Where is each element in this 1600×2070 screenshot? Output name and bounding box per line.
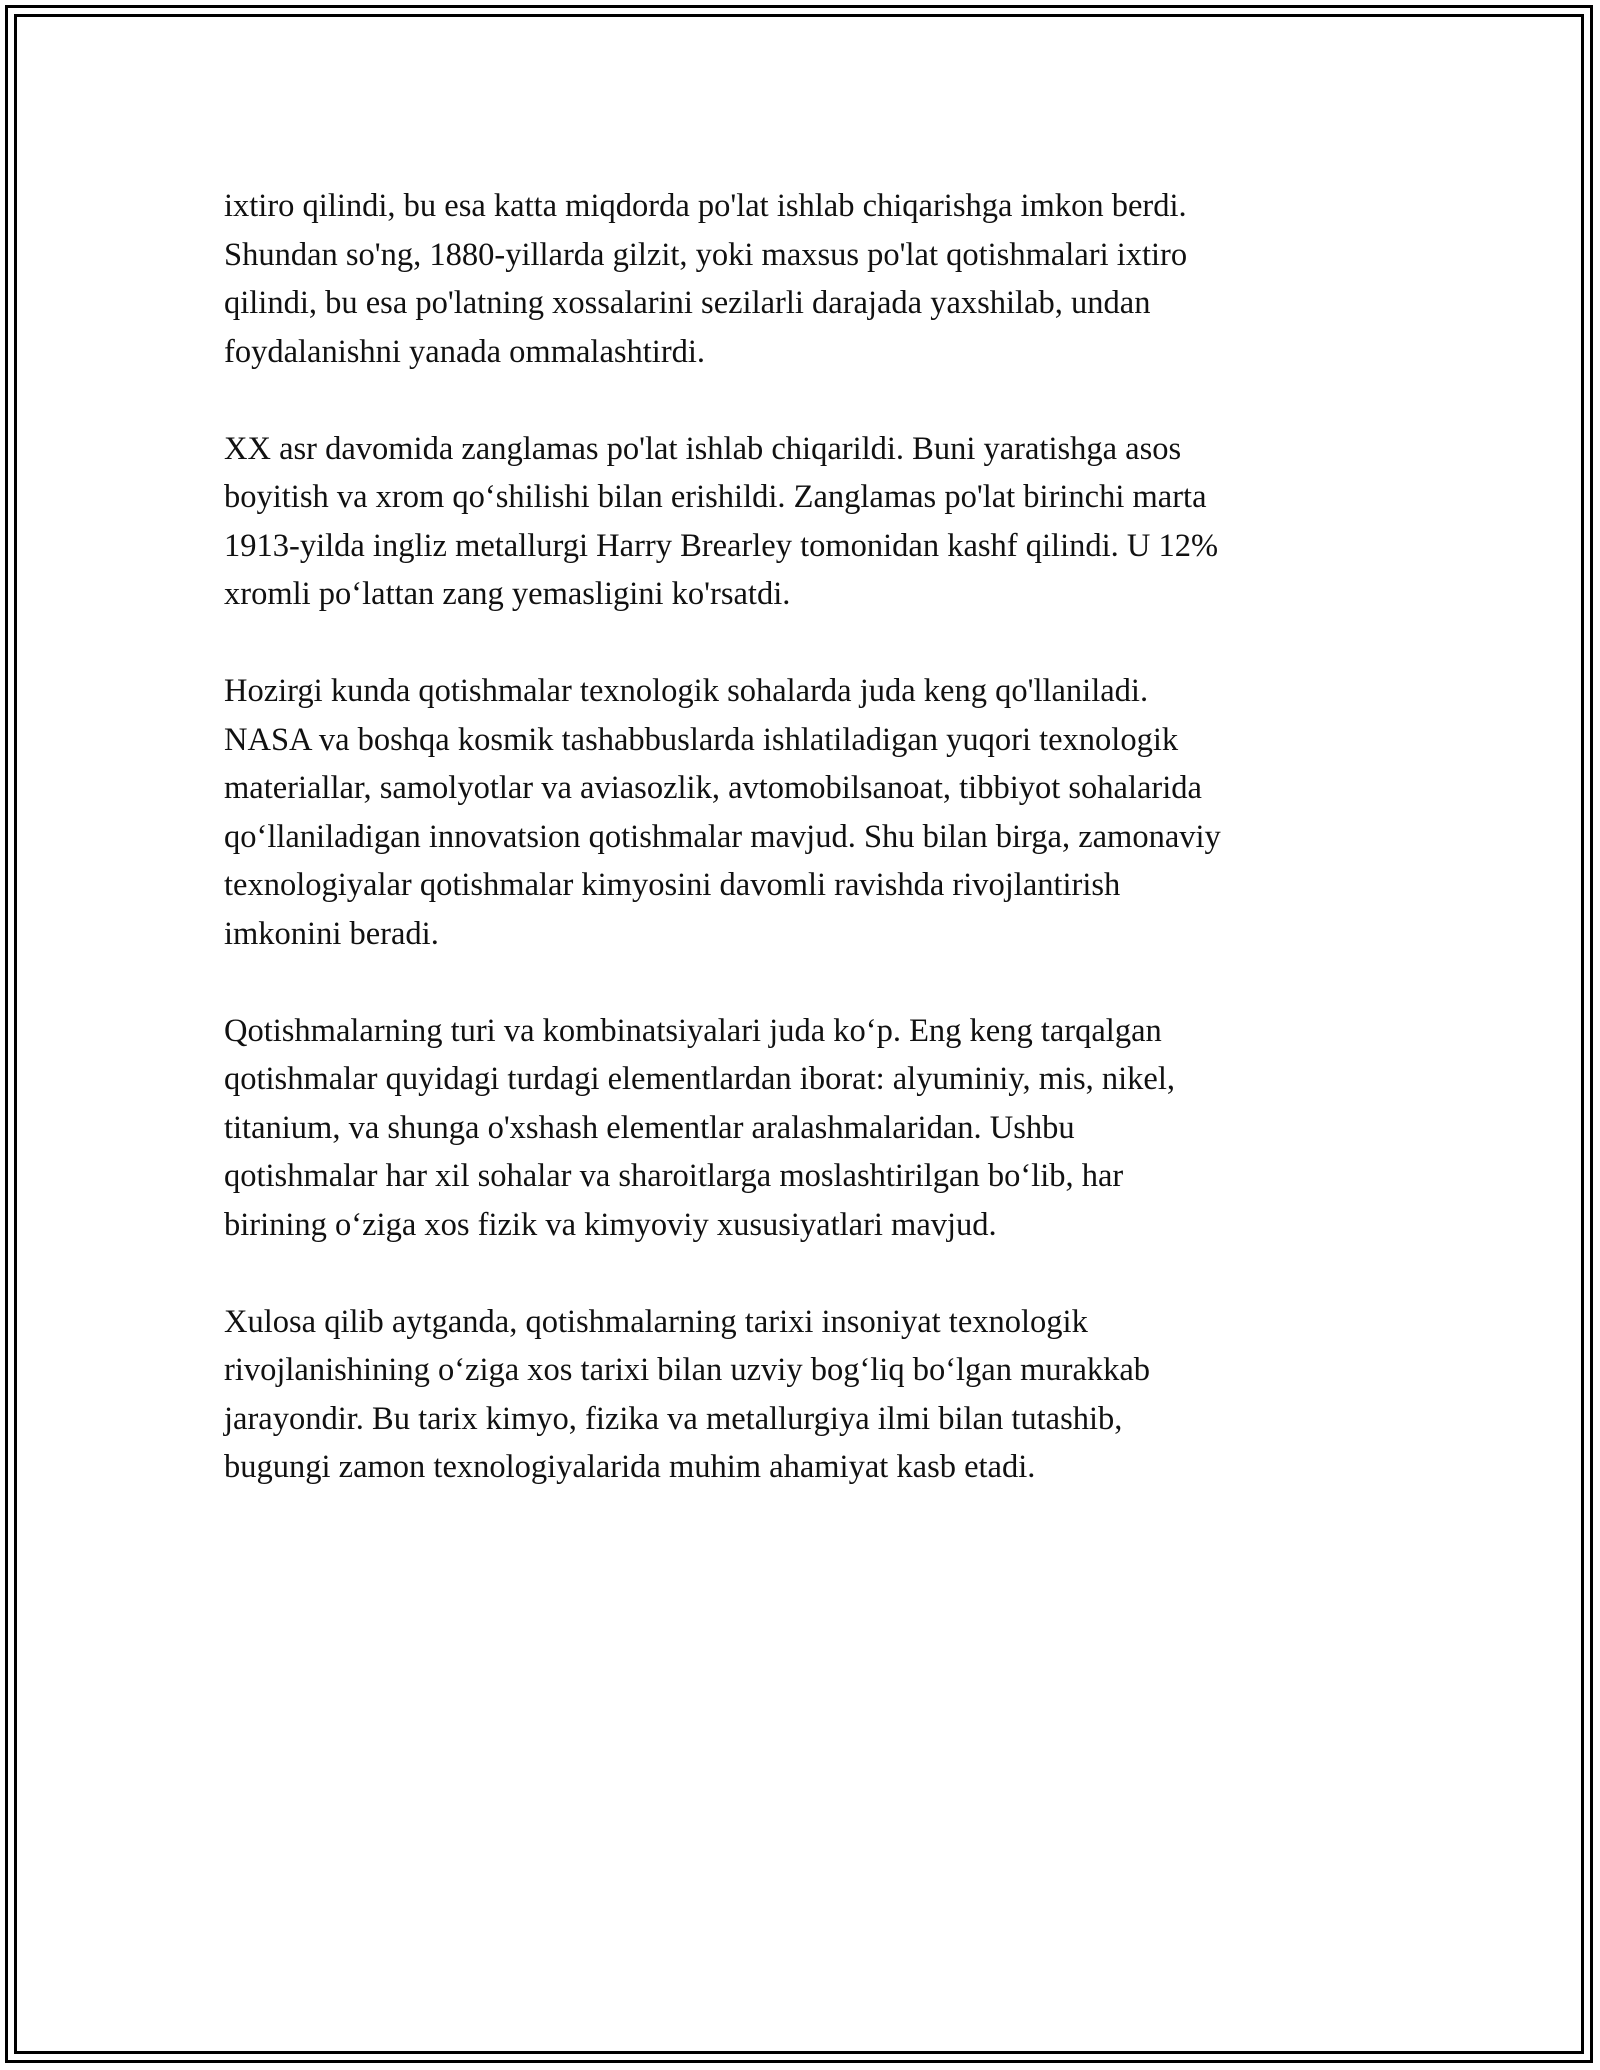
paragraph-stainless-steel: XX asr davomida zanglamas po'lat ishlab chiqarildi. Buni yaratishga asos boyitish va xrom qo‘shilishi bilan erishildi. Zanglamas po'lat birinchi marta 1913-yilda ingliz metallurgi Harry Brearley tomonidan kashf qilindi. U 12% xromli po‘lattan zang yemasligini ko'rsatdi. bbox=[224, 430, 1219, 612]
paragraph-steel-production: ixtiro qilindi, bu esa katta miqdorda po'lat ishlab chiqarishga imkon berdi. Shundan so'ng, 1880-yillarda gilzit, yoki maxsus po'lat qotishmalari ixtiro qilindi, bu esa po'latning xossalarini sezilarli darajada yaxshilab, undan foydalanishni yanada ommalashtirdi. bbox=[224, 188, 1188, 370]
document-body bbox=[224, 182, 1374, 1540]
paragraph-alloy-types: Qotishmalarning turi va kombinatsiyalari juda ko‘p. Eng keng tarqalgan qotishmalar quyidagi turdagi elementlardan iborat: alyuminiy, mis, nikel, titanium, va shunga o'xshash elementlar aralashmalaridan. Ushbu qotishmalar har xil sohalar va sharoitlarga moslashtirilgan bo‘lib, har birining o‘ziga xos fizik va kimyoviy xususiyatlari mavjud. bbox=[224, 1012, 1176, 1243]
paragraph-modern-alloys: Hozirgi kunda qotishmalar texnologik sohalarda juda keng qo'llaniladi. NASA va boshqa kosmik tashabbuslarda ishlatiladigan yuqori texnologik materiallar, samolyotlar va aviasozlik, avtomobilsanoat, tibbiyot sohalarida qo‘llaniladigan innovatsion qotishmalar mavjud. Shu bilan birga, zamonaviy texnologiyalar qotishmalar kimyosini davomli ravishda rivojlantirish imkonini beradi. bbox=[224, 673, 1221, 952]
paragraph-conclusion: Xulosa qilib aytganda, qotishmalarning tarixi insoniyat texnologik rivojlanishining o‘ziga xos tarixi bilan uzviy bog‘liq bo‘lgan murakkab jarayondir. Bu tarix kimyo, fizika va metallurgiya ilmi bilan tutashib, bugungi zamon texnologiyalarida muhim ahamiyat kasb etadi. bbox=[224, 1303, 1151, 1485]
